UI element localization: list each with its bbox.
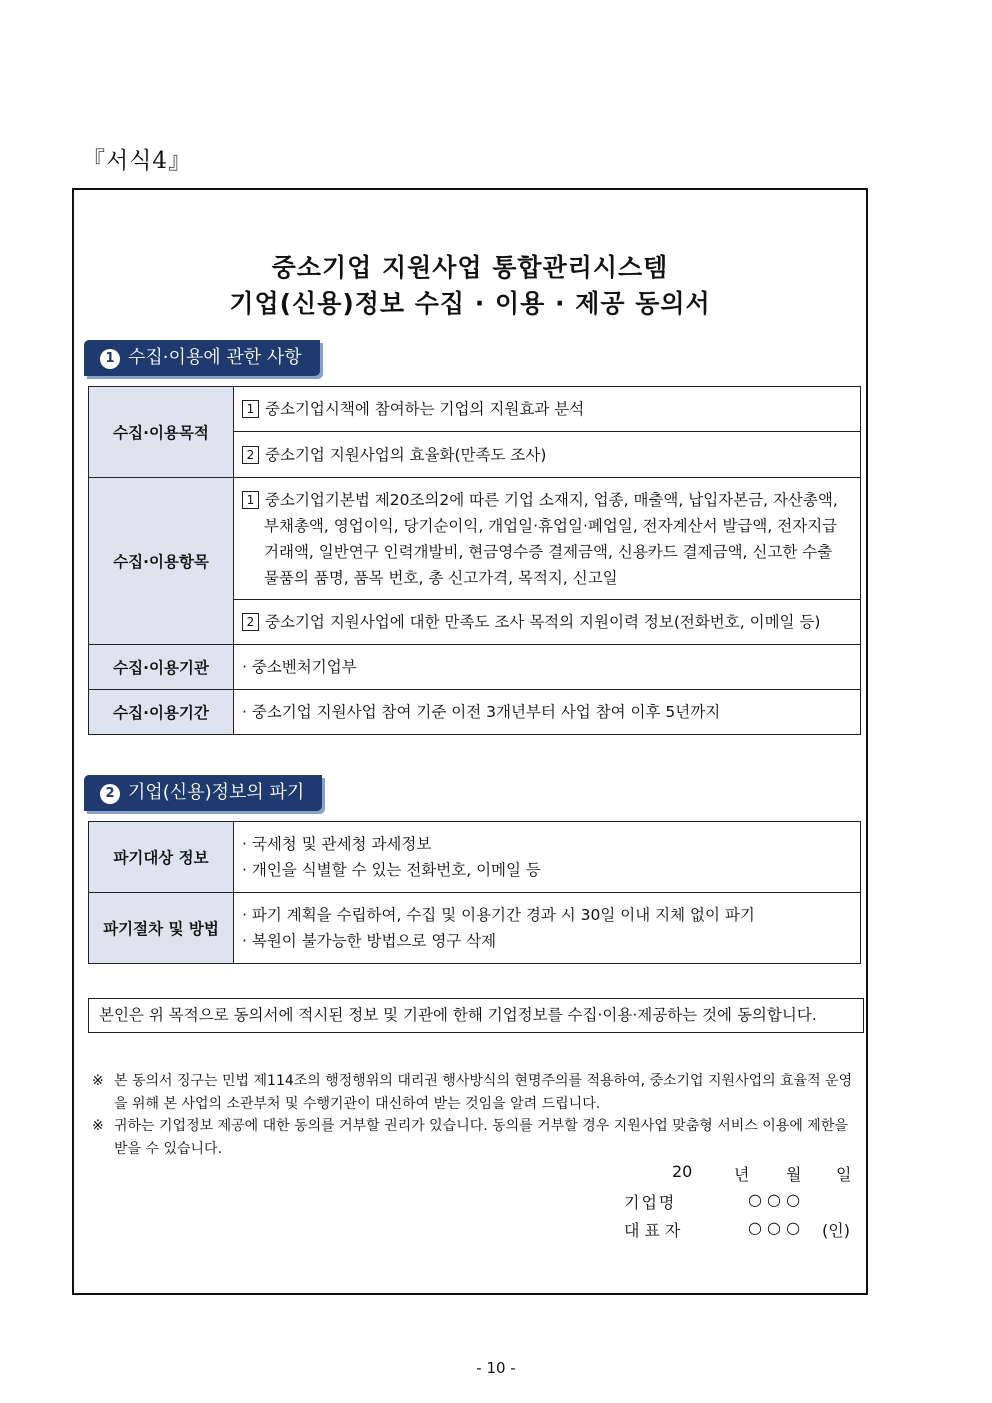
- note-1: [92, 1070, 862, 1116]
- purpose-label: 수집·이용목적: [89, 387, 234, 478]
- agency-value: · 중소벤처기업부: [234, 645, 861, 690]
- consent-statement: 본인은 위 목적으로 동의서에 적시된 정보 및 기관에 한해 기업정보를 수집·이용·제공하는 것에 동의합니다.: [88, 998, 864, 1033]
- section1-table: [88, 386, 861, 735]
- date-month-unit: 월: [786, 1165, 802, 1184]
- date-year-unit: 년: [734, 1165, 750, 1184]
- number-box-icon: 2: [242, 613, 259, 631]
- form-label: 『서식4』: [82, 148, 193, 174]
- items-item-2: 2 중소기업 지원사업에 대한 만족도 조사 목적의 지원이력 정보(전화번호, 이메일 등): [234, 600, 861, 645]
- note-text: 본 동의서 징구는 민법 제114조의 행정행위의 대리권 행사방식의 현명주의를 적용하여, 중소기업 지원사업의 효율적 운영을 위해 본 사업의 소관부처 및 수행기관이 대신하여 받는 것임을 알려 드립니다.: [114, 1073, 853, 1112]
- agency-label: 수집·이용기관: [89, 645, 234, 690]
- destroy-procedure-label: 파기절차 및 방법: [89, 893, 234, 964]
- purpose-item-1: 1 중소기업시책에 참여하는 기업의 지원효과 분석: [234, 387, 861, 432]
- page-number: - 10 -: [476, 1359, 516, 1377]
- seal-mark: (인): [822, 1221, 850, 1240]
- section2-heading-text: 기업(신용)정보의 파기: [128, 782, 305, 803]
- note-mark: ※: [92, 1073, 104, 1089]
- items-item-1: 1 중소기업기본법 제20조의2에 따른 기업 소재지, 업종, 매출액, 납입자본금, 자산총액, 부채총액, 영업이익, 당기순이익, 개업일·휴업일·폐업일, 전자계산서 발급액, 전자지급 거래액, 일반연구 인력개발비, 현금영수증 결제금액, 신용카드 결제금액, 신고한 수출 물품의 품명, 품목 번호, 총 신고가격, 목적지, 신고일: [234, 478, 861, 600]
- destroy-procedure-value: · 파기 계획을 수립하여, 수집 및 이용기간 경과 시 30일 이내 지체 없이 파기 · 복원이 불가능한 방법으로 영구 삭제: [234, 893, 861, 964]
- note-2: [92, 1115, 862, 1161]
- title-line-1: 중소기업 지원사업 통합관리시스템: [271, 253, 669, 282]
- period-value: · 중소기업 지원사업 참여 기준 이전 3개년부터 사업 참여 이후 5년까지: [234, 690, 861, 735]
- section2-table: [88, 821, 861, 964]
- section1-number-icon: 1: [100, 349, 120, 369]
- items-label: 수집·이용항목: [89, 478, 234, 645]
- representative-value: ○ ○ ○: [748, 1218, 801, 1237]
- section2-heading: [84, 775, 322, 811]
- title-line-2: 기업(신용)정보 수집 · 이용 · 제공 동의서: [229, 289, 711, 318]
- section2-number-icon: 2: [100, 784, 120, 804]
- note-text: 귀하는 기업정보 제공에 대한 동의를 거부할 권리가 있습니다. 동의를 거부할 경우 지원사업 맞춤형 서비스 이용에 제한을 받을 수 있습니다.: [114, 1118, 848, 1157]
- number-box-icon: 1: [242, 400, 259, 418]
- note-mark: ※: [92, 1118, 104, 1134]
- company-value: ○ ○ ○: [748, 1190, 801, 1209]
- representative-label: 대표자: [624, 1221, 686, 1240]
- destroy-target-label: 파기대상 정보: [89, 822, 234, 893]
- date-day-unit: 일: [836, 1165, 852, 1184]
- company-label: 기업명: [624, 1193, 677, 1212]
- number-box-icon: 1: [242, 491, 259, 509]
- number-box-icon: 2: [242, 446, 259, 464]
- destroy-target-value: · 국세청 및 관세청 과세정보 · 개인을 식별할 수 있는 전화번호, 이메일 등: [234, 822, 861, 893]
- date-year: 20: [672, 1162, 693, 1181]
- section1-heading-text: 수집·이용에 관한 사항: [128, 347, 302, 368]
- period-label: 수집·이용기간: [89, 690, 234, 735]
- section1-heading: [84, 340, 320, 376]
- consent-form-frame: [72, 188, 868, 1295]
- purpose-item-2: 2 중소기업 지원사업의 효율화(만족도 조사): [234, 432, 861, 478]
